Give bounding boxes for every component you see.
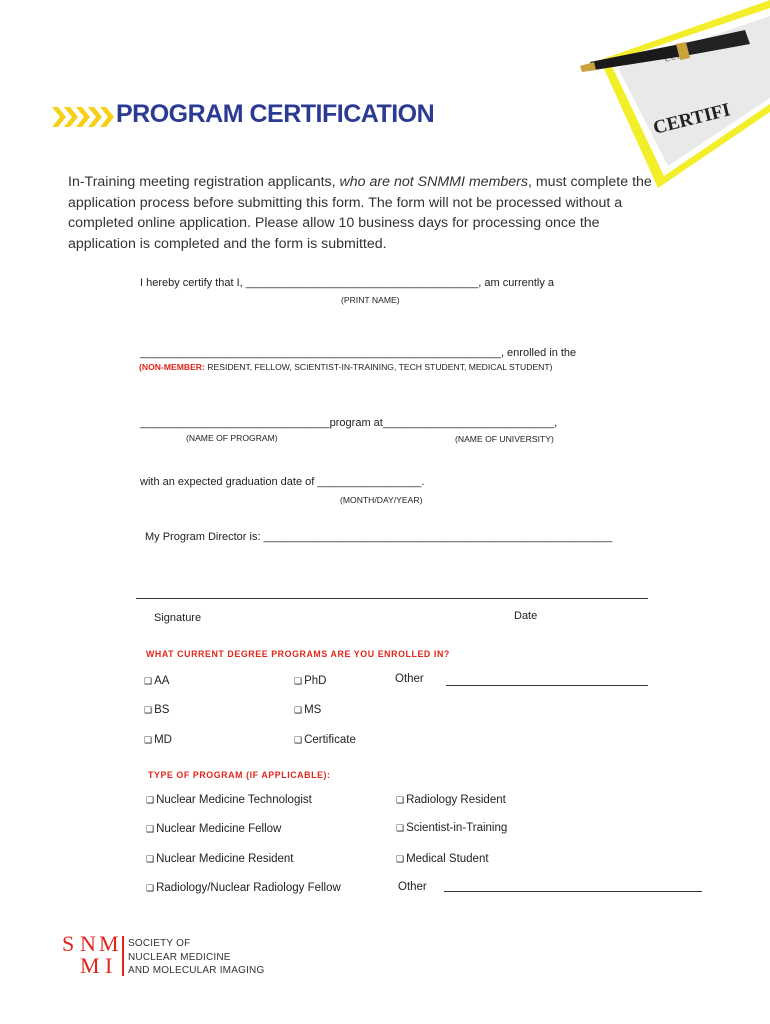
type-nm-fellow-label: Nuclear Medicine Fellow <box>156 823 282 835</box>
degree-heading: WHAT CURRENT DEGREE PROGRAMS ARE YOU ENROLLED IN? <box>146 649 450 659</box>
type-option-nm-technologist[interactable] <box>146 794 312 806</box>
degree-other-field[interactable] <box>446 685 648 686</box>
nonmember-types: RESIDENT, FELLOW, SCIENTIST-IN-TRAINING, TECH STUDENT, MEDICAL STUDENT) <box>204 362 553 372</box>
type-option-scientist-in-training[interactable] <box>396 822 507 834</box>
degree-option-aa[interactable] <box>144 675 169 687</box>
logo-line-1: SOCIETY OF <box>128 938 191 949</box>
chevron-arrows-icon <box>52 103 114 131</box>
checkbox-icon[interactable]: ❑ <box>294 705 303 715</box>
checkbox-icon[interactable]: ❑ <box>396 854 405 864</box>
logo-letter-i: I <box>105 953 113 978</box>
nonmember-label: (NON-MEMBER: <box>139 362 205 372</box>
program-name-caption: (NAME OF PROGRAM) <box>186 433 278 443</box>
checkbox-icon[interactable]: ❑ <box>144 705 153 715</box>
intro-italic: who are not SNMMI members <box>339 174 528 190</box>
type-option-nm-fellow[interactable] <box>146 823 281 835</box>
degree-option-ms[interactable] <box>294 704 321 716</box>
type-option-medical-student[interactable] <box>396 853 489 865</box>
type-scientist-label: Scientist-in-Training <box>406 822 508 834</box>
logo-letter-s: S <box>62 931 75 956</box>
certify-line[interactable]: I hereby certify that I, ______________________________________, am currently a <box>140 277 555 289</box>
checkbox-icon[interactable]: ❑ <box>146 883 155 893</box>
logo-line-2: NUCLEAR MEDICINE <box>128 951 231 963</box>
certificate-word: CERTIFI <box>651 99 733 139</box>
degree-option-md[interactable] <box>144 734 172 746</box>
nonmember-caption <box>139 362 553 372</box>
type-radiology-nuclear-fellow-label: Radiology/Nuclear Radiology Fellow <box>156 882 341 894</box>
logo-divider <box>122 936 124 976</box>
degree-bs-label: BS <box>154 704 170 716</box>
checkbox-icon[interactable]: ❑ <box>146 854 155 864</box>
checkbox-icon[interactable]: ❑ <box>294 676 303 686</box>
type-medical-student-label: Medical Student <box>406 853 489 865</box>
logo-letter-m: M <box>99 931 119 956</box>
checkbox-icon[interactable]: ❑ <box>144 735 153 745</box>
type-nm-resident-label: Nuclear Medicine Resident <box>156 853 294 865</box>
type-radiology-resident-label: Radiology Resident <box>406 794 506 806</box>
program-line[interactable]: _______________________________program at____________________________, <box>140 417 558 429</box>
enrolled-line[interactable]: ___________________________________________________________, enrolled in the <box>140 347 577 359</box>
type-option-nm-resident[interactable] <box>146 853 294 865</box>
intro-text-1: In-Training meeting registration applicants, <box>68 174 340 190</box>
degree-aa-label: AA <box>154 675 170 687</box>
type-other-field[interactable] <box>444 891 702 892</box>
logo-letter-m2: M <box>80 953 100 978</box>
date-format-caption: (MONTH/DAY/YEAR) <box>340 495 423 505</box>
checkbox-icon[interactable]: ❑ <box>146 824 155 834</box>
logo-wordmark <box>128 937 264 978</box>
print-name-caption: (PRINT NAME) <box>341 295 400 305</box>
degree-md-label: MD <box>154 734 172 746</box>
degree-ms-label: MS <box>304 704 322 716</box>
graduation-line[interactable]: with an expected graduation date of _________________. <box>140 476 425 488</box>
program-director-line[interactable]: My Program Director is: _________________________________________________________ <box>145 531 613 543</box>
logo-line-3: AND MOLECULAR IMAGING <box>128 965 265 976</box>
program-type-heading: TYPE OF PROGRAM (IF APPLICABLE): <box>148 770 331 780</box>
degree-option-bs[interactable] <box>144 704 169 716</box>
date-label: Date <box>514 610 538 622</box>
degree-certificate-label: Certificate <box>304 734 356 746</box>
checkbox-icon[interactable]: ❑ <box>396 823 405 833</box>
intro-paragraph <box>68 172 658 254</box>
checkbox-icon[interactable]: ❑ <box>144 676 153 686</box>
logo-letter-n: N <box>80 931 96 956</box>
checkbox-icon[interactable]: ❑ <box>294 735 303 745</box>
degree-option-phd[interactable] <box>294 675 326 687</box>
university-name-caption: (NAME OF UNIVERSITY) <box>455 434 554 444</box>
type-other-label: Other <box>398 881 427 893</box>
degree-option-certificate[interactable] <box>294 734 356 746</box>
type-nm-technologist-label: Nuclear Medicine Technologist <box>156 794 312 806</box>
degree-other-label: Other <box>395 673 424 685</box>
page-title: PROGRAM CERTIFICATION <box>116 100 435 128</box>
signature-line[interactable] <box>136 598 648 599</box>
signature-label: Signature <box>154 612 202 624</box>
degree-phd-label: PhD <box>304 675 327 687</box>
checkbox-icon[interactable]: ❑ <box>146 795 155 805</box>
type-option-radiology-nuclear-fellow[interactable] <box>146 882 341 894</box>
type-option-radiology-resident[interactable] <box>396 794 506 806</box>
checkbox-icon[interactable]: ❑ <box>396 795 405 805</box>
intro-text-2: , must complete the application process before submitting this form. The form will not be processed without a completed online application. Please allow 10 business days for processing once the application is completed and the form is submitted. <box>68 174 652 252</box>
pen-certificate-image <box>560 0 770 190</box>
